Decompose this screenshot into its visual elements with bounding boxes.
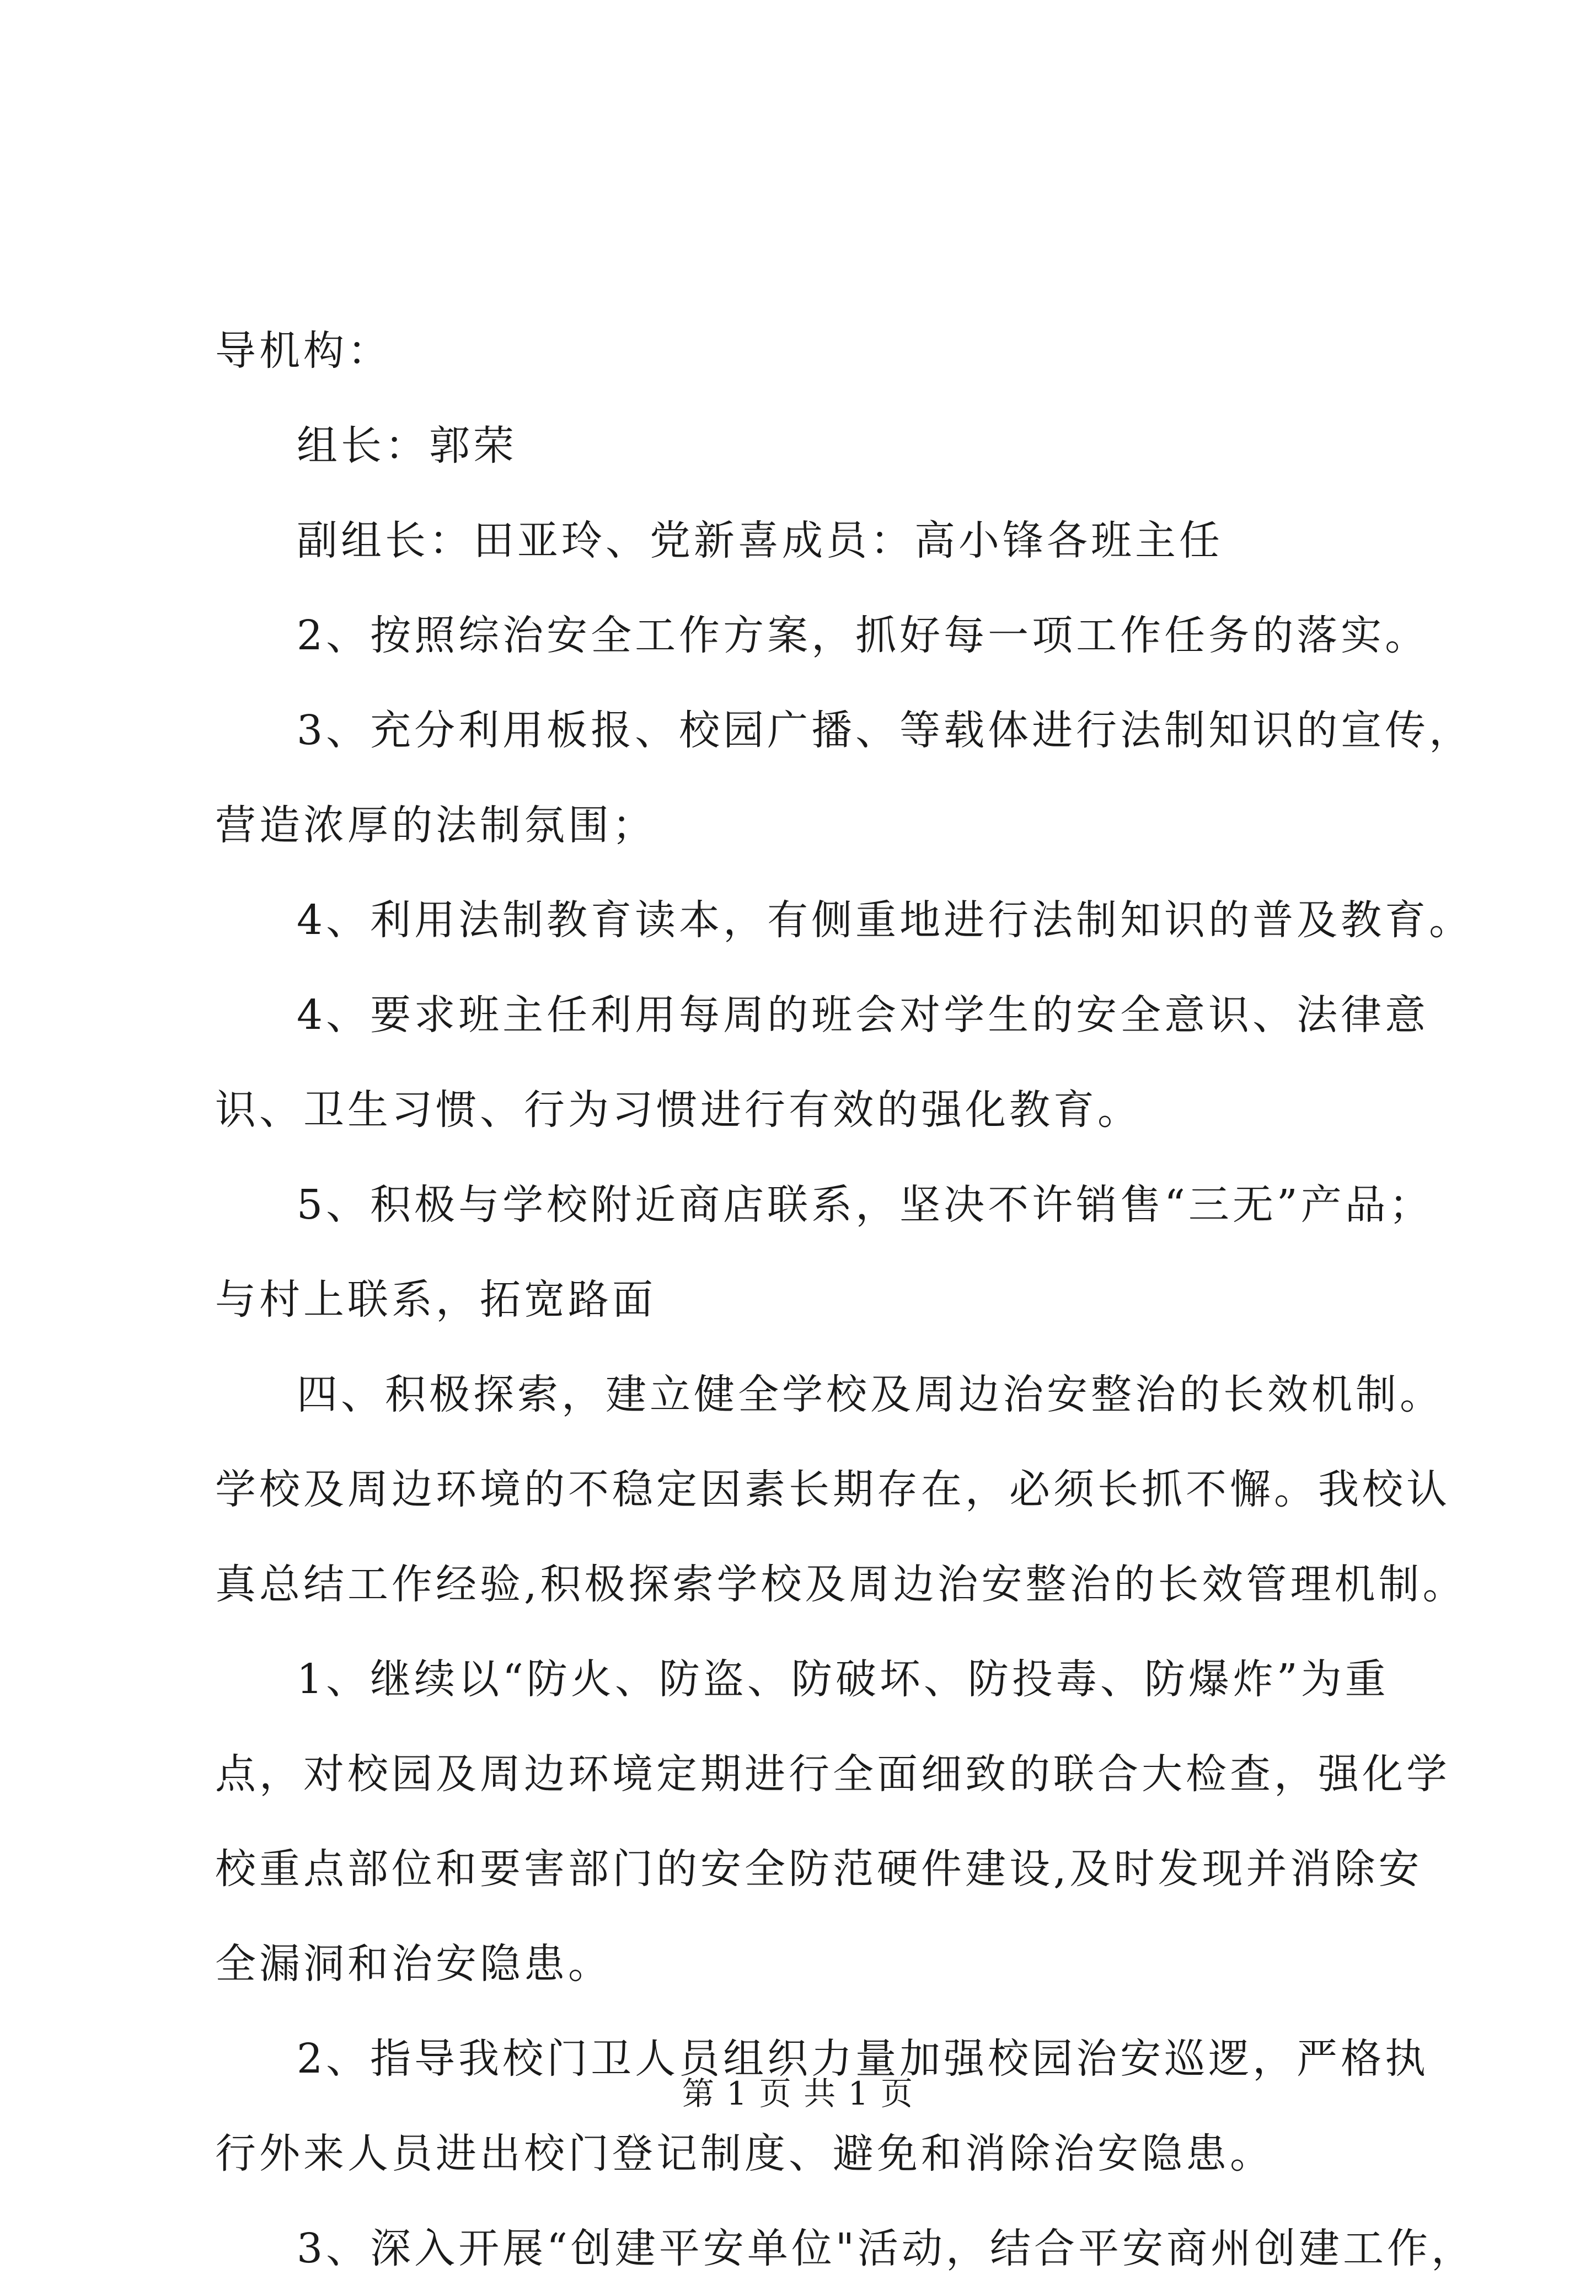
text-line: 与村上联系，拓宽路面 bbox=[215, 1276, 656, 1323]
page-footer: 第 1 页 共 1 页 bbox=[682, 2075, 914, 2112]
text-line: 4、要求班主任利用每周的班会对学生的安全意识、法律意 bbox=[297, 991, 1429, 1039]
text-line: 副组长：田亚玲、党新喜成员：高小锋各班主任 bbox=[297, 517, 1223, 564]
text-line: 行外来人员进出校门登记制度、避免和消除治安隐患。 bbox=[215, 2130, 1274, 2177]
text-line: 2、按照综治安全工作方案，抓好每一项工作任务的落实。 bbox=[297, 612, 1429, 659]
text-line: 3、深入开展“创建平安单位"活动，结合平安商州创建工作， bbox=[297, 2225, 1475, 2272]
text-line: 5、积极与学校附近商店联系，坚决不许销售“三无”产品； bbox=[297, 1181, 1433, 1229]
document-body bbox=[215, 303, 1475, 2296]
text-line: 学校及周边环境的不稳定因素长期存在，必须长抓不懈。我校认 bbox=[215, 1466, 1450, 1513]
text-line: 2、指导我校门卫人员组织力量加强校园治安巡逻，严格执 bbox=[297, 2035, 1429, 2083]
text-line: 组长：郭荣 bbox=[297, 422, 517, 469]
text-line: 3、充分利用板报、校园广播、等载体进行法制知识的宣传， bbox=[297, 707, 1474, 754]
text-line: 校重点部位和要害部门的安全防范硬件建设,及时发现并消除安 bbox=[215, 1845, 1423, 1893]
text-line: 点，对校园及周边环境定期进行全面细致的联合大检查，强化学 bbox=[215, 1750, 1450, 1798]
text-line: 四、积极探索，建立健全学校及周边治安整治的长效机制。 bbox=[297, 1371, 1444, 1418]
text-line: 营造浓厚的法制氛围； bbox=[215, 802, 656, 849]
text-line: 4、利用法制教育读本，有侧重地进行法制知识的普及教育。 bbox=[297, 896, 1474, 944]
text-line: 识、卫生习惯、行为习惯进行有效的强化教育。 bbox=[215, 1086, 1142, 1134]
text-line: 导机构： bbox=[215, 327, 392, 375]
text-line: 全漏洞和治安隐患。 bbox=[215, 1940, 612, 1988]
text-line: 真总结工作经验,积极探索学校及周边治安整治的长效管理机制。 bbox=[215, 1561, 1467, 1608]
text-line: 1、继续以“防火、防盗、防破坏、防投毒、防爆炸”为重 bbox=[297, 1656, 1389, 1703]
